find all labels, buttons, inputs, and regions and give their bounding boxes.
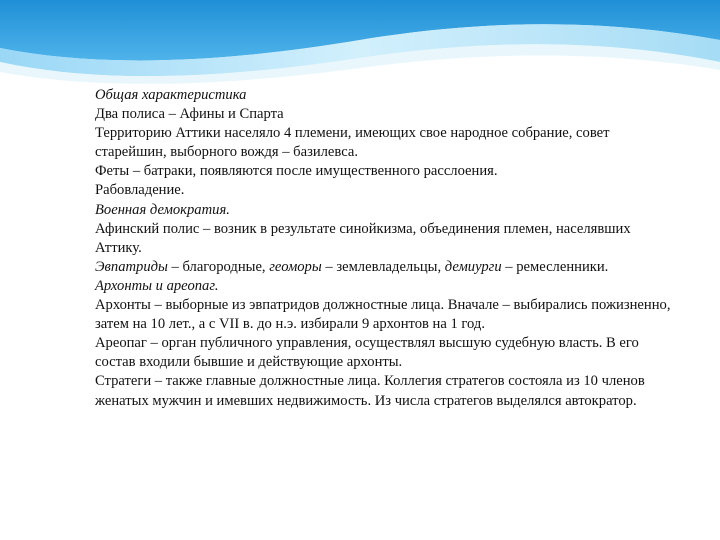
- term-geomoroi: геоморы: [269, 258, 322, 275]
- heading-military-democracy: Военная демократия.: [95, 201, 230, 218]
- text-line-two-poleis: Два полиса – Афины и Спарта: [95, 106, 284, 123]
- text-line-fety: Феты – батраки, появляются после имущественного расслоения.: [95, 163, 498, 180]
- text-line-archons: Архонты – выборные из эвпатридов должностные лица. Вначале – выбирались пожизненно, затем на 10 лет., а с VII в. до н.э. избирали 9 архонтов на 1 год.: [95, 297, 671, 333]
- heading-archons-areopagus: Архонты и ареопаг.: [95, 277, 219, 294]
- text-line-areopagus: Ареопаг – орган публичного управления, осуществлял высшую судебную власть. В его состав входили бывшие и действующие архонты.: [95, 335, 639, 371]
- text-line-athenian-polis: Афинский полис – возник в результате синойкизма, объединения племен, населявших Аттику.: [95, 220, 631, 256]
- text-line-social-groups: [95, 258, 680, 277]
- text-segment: – ремесленники.: [501, 258, 609, 275]
- slide-body-text: [95, 86, 680, 411]
- term-demiurges: демиурги: [444, 258, 502, 275]
- text-line-attica-tribes: Территорию Аттики населяло 4 племени, имеющих свое народное собрание, совет старейшин, выборного вождя – базилевса.: [95, 125, 610, 161]
- text-line-strategoi: Стратеги – также главные должностные лица. Коллегия стратегов состояла из 10 членов женатых мужчин и имевших недвижимость. Из числа стратегов выделялся автократор.: [95, 373, 645, 409]
- text-segment: – землевладельцы,: [321, 258, 445, 275]
- text-line-slavery: Рабовладение.: [95, 182, 185, 199]
- term-eupatrids: Эвпатриды: [95, 258, 168, 275]
- header-wave-decoration: [0, 0, 720, 100]
- text-segment: – благородные,: [167, 258, 270, 275]
- heading-general-characteristics: Общая характеристика: [95, 87, 247, 103]
